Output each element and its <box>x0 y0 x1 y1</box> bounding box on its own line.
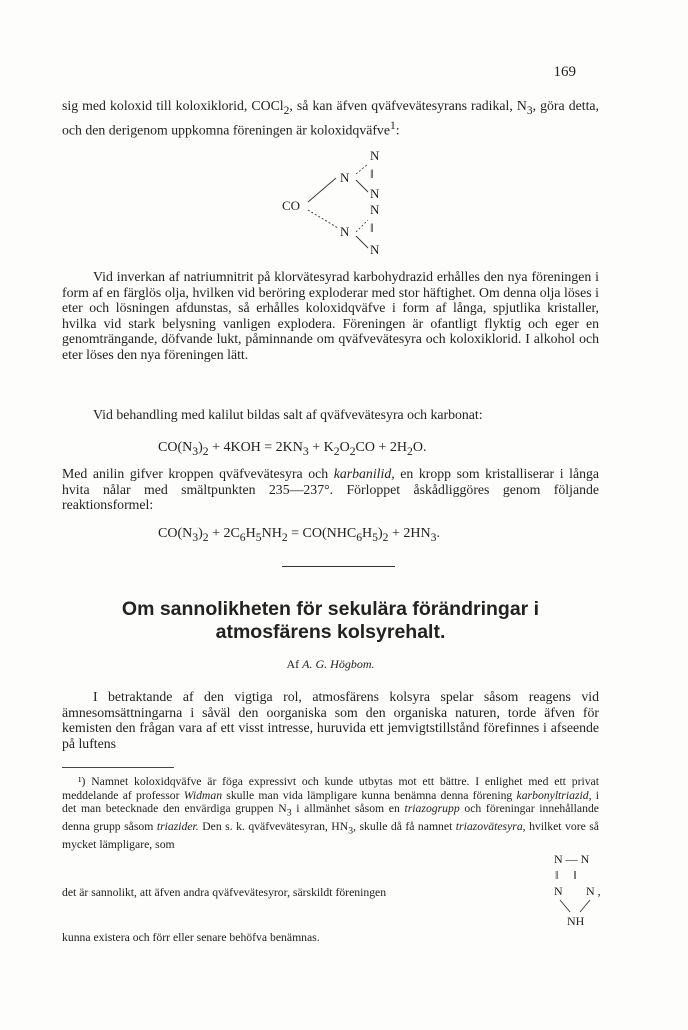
equation-1: $CO(N_3)_2 + 4KOH = 2KN_3 + K_2O_2CO + 2H_2O$. <box>158 440 427 458</box>
structure-bonds <box>280 148 420 260</box>
triazole-mid-left: N <box>554 884 563 898</box>
paragraph-intro: sig med koloxid till koloxiklorid, COCl$_2$, så kan äfven qväfvevätesyrans radikal, $N_3$, göra detta, och den derigenom uppkomna föreningen är koloxidqväfve$^1$: <box>62 98 599 138</box>
n-mid2: N <box>370 202 380 217</box>
n-upper-ring: N <box>340 170 350 185</box>
page-number: 169 <box>553 64 576 80</box>
paragraph-natriumnitrit: Vid inverkan af natriumnitrit på klorvätesyrad karbohydrazid erhålles den nya föreningen i form af en färglös olja, hvilken vid beröring exploderar med stor häftighet. Om denna olja löses i eter och lösningen afdunstas, så erhålles koloxidqväfve i form af långa, spjutlika kristaller, hvilka vid stark belysning vanligen explodera. Föreningen är ofantligt flyktig och eger en genomträngande, döfvande lukt, påminnande om qväfvevätesyra och koloxiklorid. I alkohol och eter löses den nya föreningen lätt. <box>62 269 599 362</box>
article-title: Om sannolikheten för sekulära förändringar i atmosfärens kolsyrehalt. <box>121 598 540 643</box>
n-bottom: N <box>370 242 380 257</box>
double-bond-upper: ‖ <box>370 166 374 181</box>
author-name: A. G. Högbom. <box>302 657 375 671</box>
triazole-mid-right: N , <box>586 884 601 898</box>
footnote: ¹) Namnet koloxidqväfve är föga expressivt och kunde utbytas mot ett bättre. I enlighet med ett privat meddelande af professor Widman skulle man vida lämpligare kunna benämna denna förening karbonyltriazid, i det man betecknade den envärdiga gruppen $N_3$ i allmänhet såsom en triazogrupp och föreningar innehållande denna grupp såsom triazider. Den s. k. qväfvevätesyran, $HN_3$, skulle då få namnet triazovätesyra, hvilket vore så mycket lämpligare, som <box>62 775 599 852</box>
paragraph-article-opening: I betraktande af den vigtiga rol, atmosfärens kolsyra spelar såsom reagens vid ämnesomsättningarna i såväl den oorganiska som den organiska naturen, torde äfven för kemisten den frågan vara af ett visst intresse, huruvida ett jemvigtstillstånd förefinnes i afseende på luftens <box>62 689 599 751</box>
n-top: N <box>370 148 380 163</box>
double-bond-lower: ‖ <box>370 220 374 235</box>
footnote-divider <box>62 767 174 768</box>
triazole-structure <box>552 852 602 932</box>
paragraph-kalilut: Vid behandling med kalilut bildas salt af qväfvevätesyra och karbonat: <box>93 407 483 422</box>
equation-2: $CO(N_3)_2 + 2C_6H_5NH_2 = CO(NHC_6H_5)_2 + 2HN_3$. <box>158 526 440 544</box>
n-mid: N <box>370 186 380 201</box>
paragraph-anilin: Med anilin gifver kroppen qväfvevätesyra och karbanilid, en kropp som kristalliserar i långa hvita nålar med smältpunkten 235—237°. Förloppet åskådliggöres genom följande reaktionsformel: <box>62 466 599 512</box>
author-line: Af A. G. Högbom. <box>286 657 375 671</box>
n-lower-ring: N <box>340 224 350 239</box>
co-label: CO <box>282 198 301 213</box>
section-divider <box>282 566 395 567</box>
triazole-bonds-text: ‖ ‖ <box>555 868 577 882</box>
carbonyl-azide-structure <box>280 148 420 260</box>
footnote-ref[interactable]: 1 <box>389 120 396 133</box>
triazole-top: N — N <box>554 852 590 866</box>
triazole-bottom: NH <box>567 914 585 928</box>
footnote-line-2: det är sannolikt, att äfven andra qväfvevätesyror, särskildt föreningen <box>62 886 387 899</box>
footnote-line-3: kunna existera och förr eller senare behöfva benämnas. <box>62 931 320 944</box>
